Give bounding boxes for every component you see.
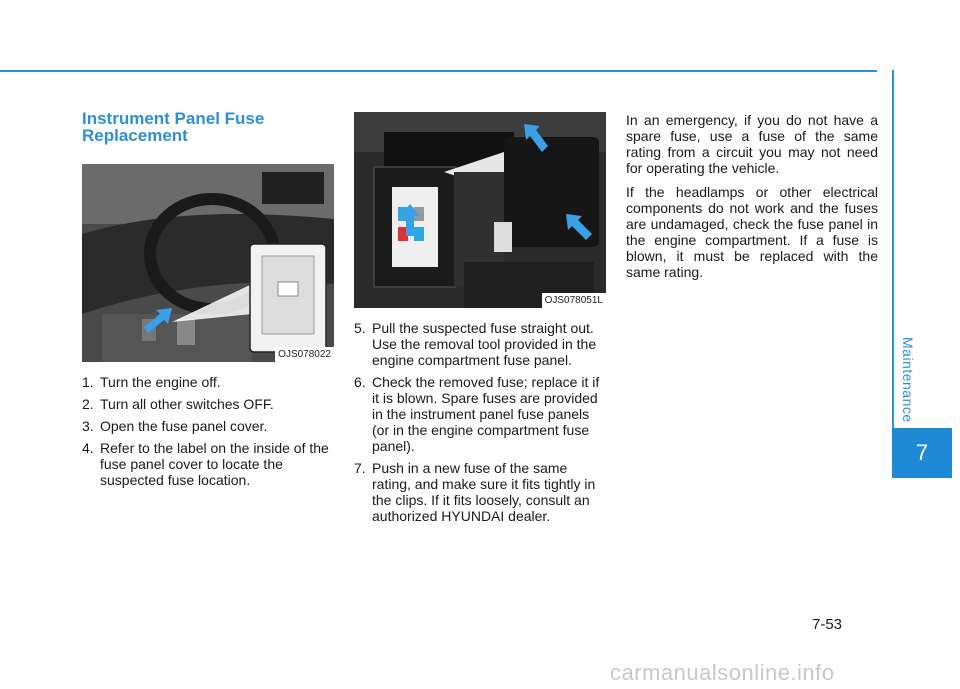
paragraph-emergency: In an emergency, if you do not have a spare fuse, use a fuse of the same rating from a circuit you may not need for operating the vehicle. [626,112,878,176]
step-item [82,374,335,390]
step-item [354,374,606,454]
chapter-number: 7 [915,440,929,465]
step-item [354,320,606,368]
step-text: Turn the engine off. [100,374,221,390]
column-3 [626,112,878,288]
chapter-label: Maintenance [900,337,916,423]
step-text: Pull the suspected fuse straight out. Use the removal tool provided in the engine compartment fuse panel. [372,320,597,368]
step-item [82,396,335,412]
step-item [82,440,335,488]
step-item [82,418,335,434]
paragraph-headlamps: If the headlamps or other electrical components do not work and the fuses are undamaged, check the fuse panel in the engine compartment. If a fuse is blown, it must be replaced with the same rating. [626,184,878,280]
section-title [82,110,335,144]
figure-engine-bay [354,112,606,308]
step-text: Open the fuse panel cover. [100,418,268,434]
watermark: carmanualsonline.info [610,660,835,685]
step-number: 2. [82,396,94,412]
side-rule [892,70,894,470]
page-number: 7-53 [812,616,843,633]
steps-list-2 [354,320,606,524]
top-rule [0,70,877,72]
section-title-line2: Replacement [82,126,188,145]
step-text: Refer to the label on the inside of the fuse panel cover to locate the suspected fuse location. [100,440,329,488]
dashboard-illustration [82,164,334,362]
column-2 [354,112,606,530]
column-1 [82,110,335,494]
step-number: 4. [82,440,94,456]
chapter-tab [892,428,952,478]
step-text: Turn all other switches OFF. [100,396,274,412]
figure-caption: OJS078022 [275,347,334,362]
step-item [354,460,606,524]
step-number: 3. [82,418,94,434]
figure-dashboard [82,164,334,362]
section-title-line1: Instrument Panel Fuse [82,109,265,128]
step-text: Push in a new fuse of the same rating, and make sure it fits tightly in the clips. If it fits loosely, consult an authorized HYUNDAI dealer. [372,460,596,524]
step-number: 1. [82,374,94,390]
step-text: Check the removed fuse; replace it if it is blown. Spare fuses are provided in the instrument panel fuse panels (or in the engine compartment fuse panel). [372,374,600,454]
step-number: 5. [354,320,366,336]
steps-list-1 [82,374,335,488]
engine-bay-illustration [354,112,606,308]
step-number: 6. [354,374,366,390]
figure-caption: OJS078051L [542,293,606,308]
step-number: 7. [354,460,366,476]
